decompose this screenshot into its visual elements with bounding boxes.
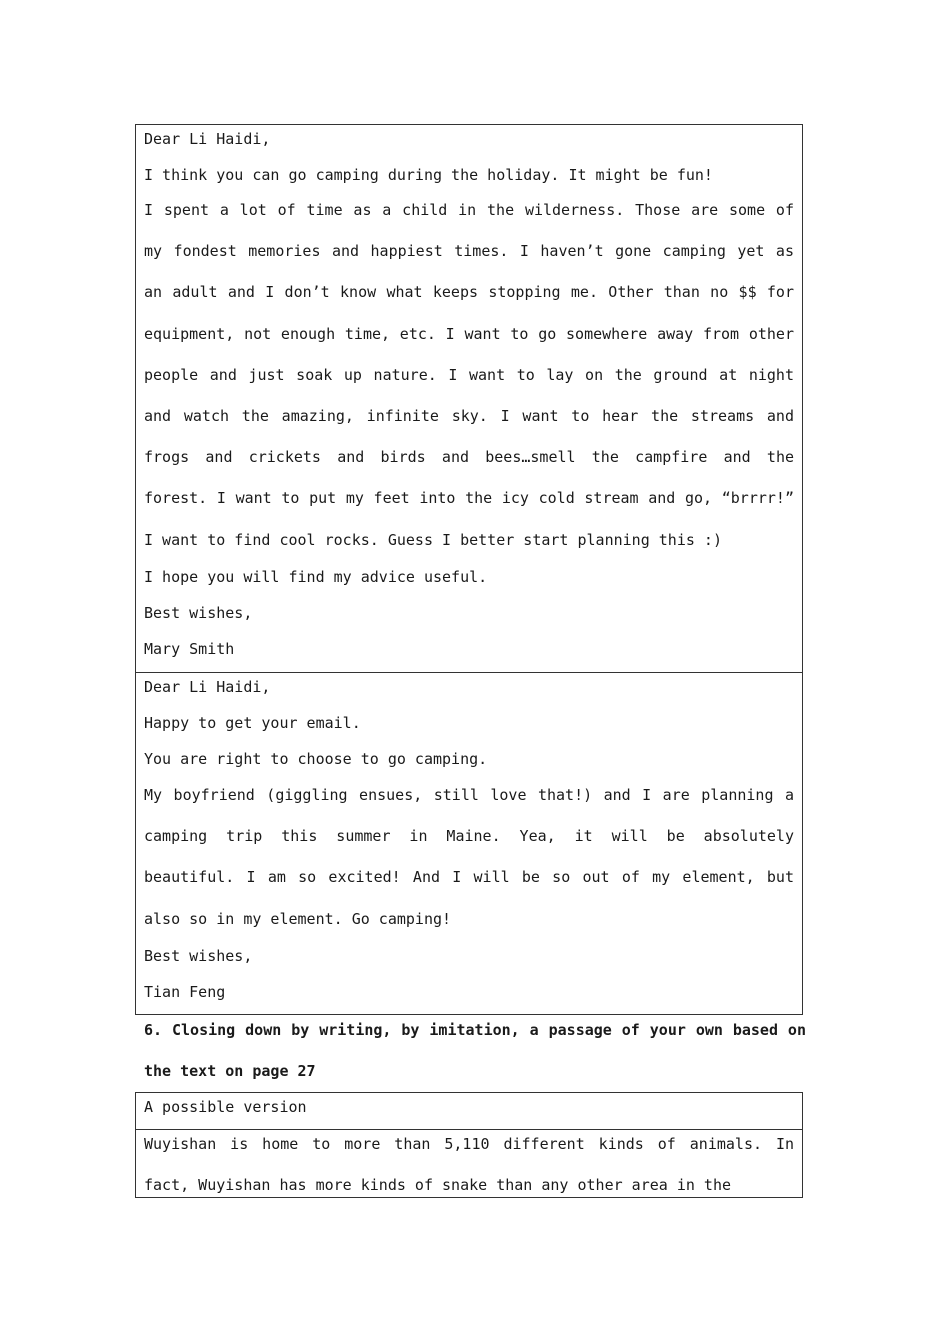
version-text: Wuyishan is home to more than 5,110 different kinds of animals. In fact, Wuyishan has more kinds of snake than any other area in the [144, 1135, 794, 1195]
version-text-box [135, 1129, 803, 1198]
letter-line: I think you can go camping during the holiday. It might be fun! [144, 166, 713, 184]
letter-signature: Tian Feng [144, 982, 226, 1001]
letter-line: Happy to get your email. [144, 714, 361, 732]
version-heading: A possible version [144, 1098, 307, 1116]
letter-line: You are right to choose to go camping. [144, 750, 488, 768]
letter-closing: Best wishes, [144, 603, 253, 622]
letter-paragraph: I spent a lot of time as a child in the wilderness. Those are some of my fondest memories and happiest times. I haven’t gone camping yet as an adult and I don’t know what keeps stopping me. Other than no $$ for equipment, not enough time, etc. I want to go somewhere away from other people and just soak up nature. I want to lay on the ground at night and watch the amazing, infinite sky. I want to hear the streams and frogs and crickets and birds and bees…smell the campfire and the forest. I want to put my feet into the icy cold stream and go, “brrrr!” I want to find cool rocks. Guess I better start planning this :) [144, 201, 794, 549]
letter-greeting: Dear Li Haidi, [144, 678, 271, 696]
letter-closing: Best wishes, [144, 946, 253, 965]
letter-signature: Mary Smith [144, 639, 235, 658]
exercise-instruction: 6. Closing down by writing, by imitation, a passage of your own based on the text on page 27 [144, 1021, 806, 1081]
letter-paragraph: My boyfriend (giggling ensues, still love that!) and I are planning a camping trip this summer in Maine. Yea, it will be absolutely beautiful. I am so excited! And I will be so out of my element, but also so in my element. Go camping! [144, 786, 794, 928]
letter-box-tian-feng [135, 672, 803, 1015]
letter-box-mary-smith [135, 124, 803, 673]
letter-line: I hope you will find my advice useful. [144, 567, 488, 586]
letter-greeting: Dear Li Haidi, [144, 130, 271, 148]
